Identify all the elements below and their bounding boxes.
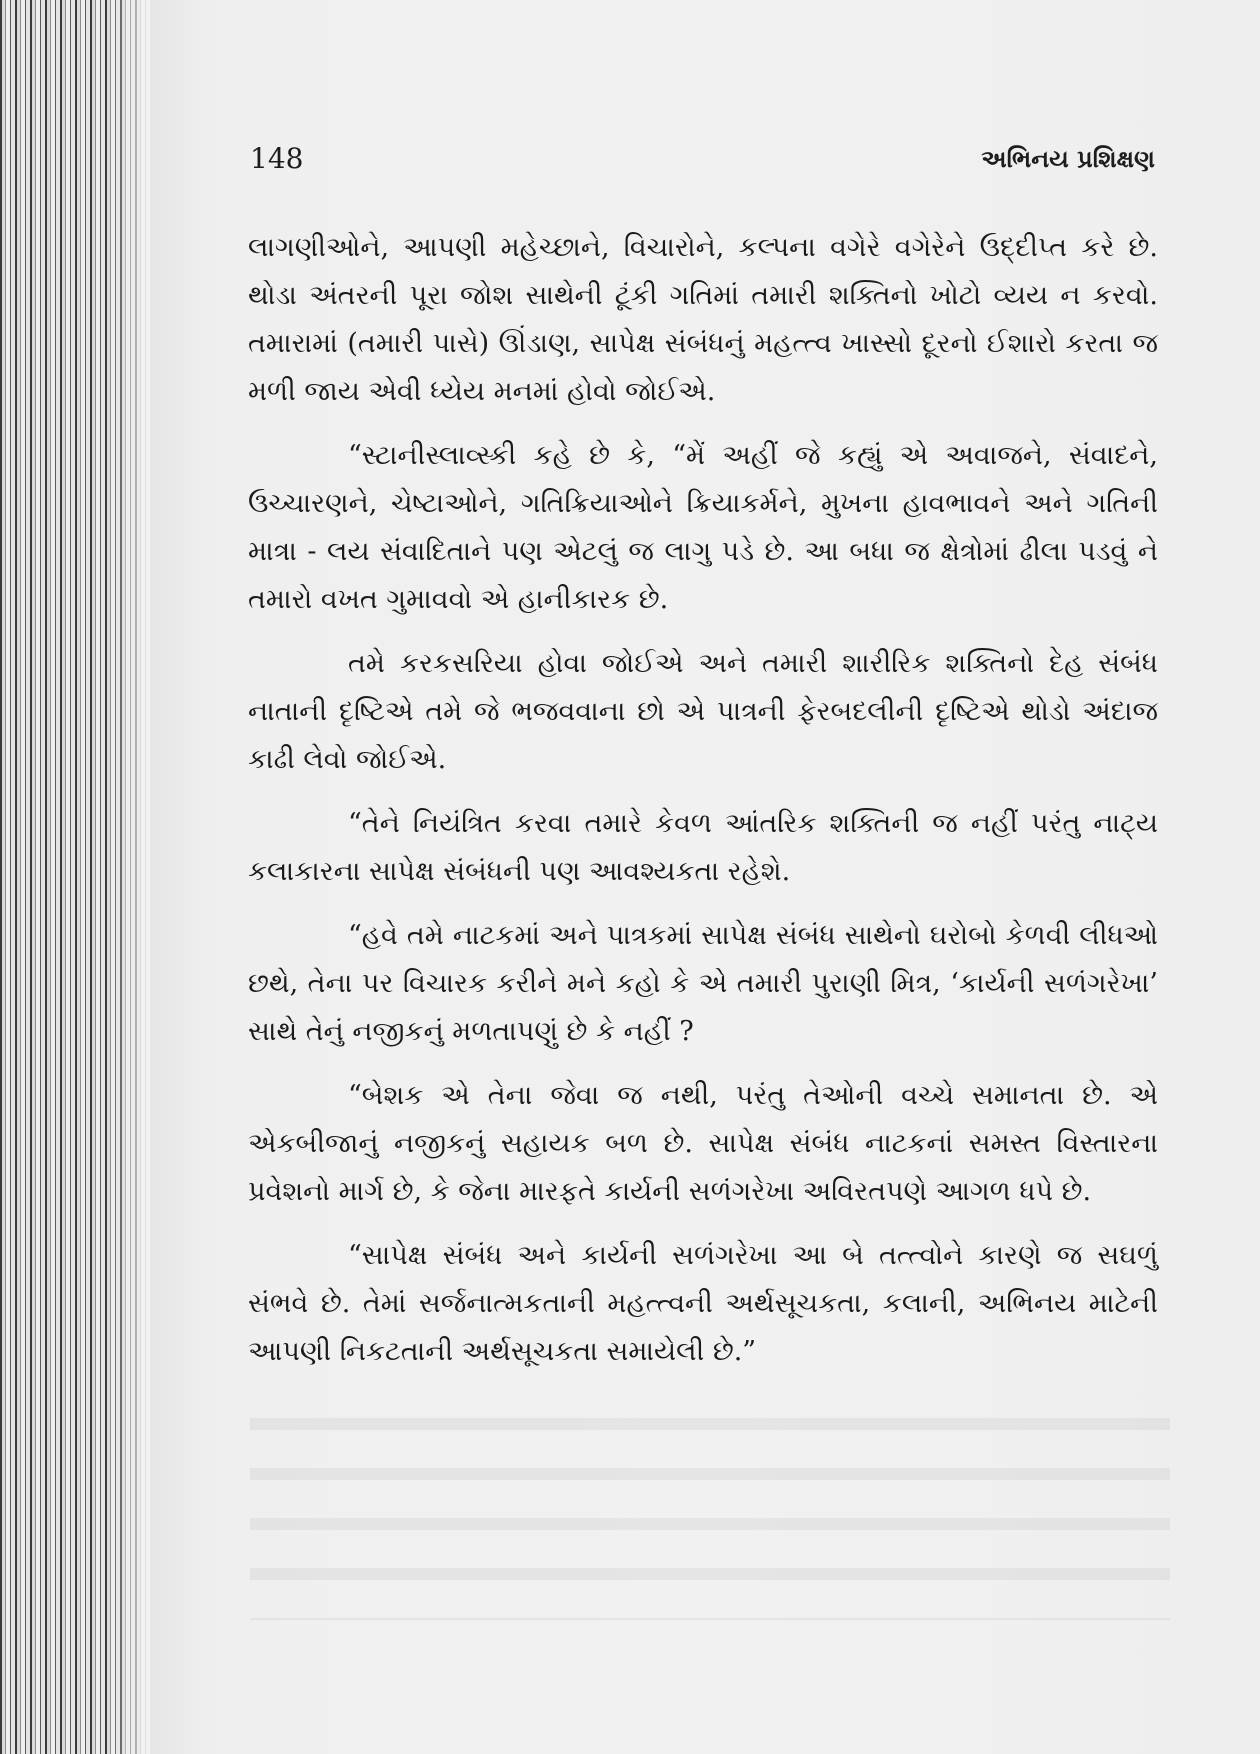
book-page-edges — [0, 0, 150, 1754]
paragraph: લાગણીઓને, આપણી મહેચ્છાને, વિચારોને, કલ્પના વગેરે વગેરેને ઉદ્દીપ્ત કરે છે. થોડા અંતરની પૂરા જોશ સાથેની ટૂંકી ગતિમાં તમારી શક્તિનો ખોટો વ્યય ન કરવો. તમારામાં (તમારી પાસે) ઊંડાણ, સાપેક્ષ સંબંધનું મહત્ત્વ ખાસ્સો દૂરનો ઈશારો કરતા જ મળી જાય એવી ધ્યેય મનમાં હોવો જોઈએ. — [248, 232, 1158, 407]
page-header — [250, 142, 1155, 182]
paragraph: તમે કરકસરિયા હોવા જોઈએ અને તમારી શારીરિક શક્તિનો દેહ સંબંધ નાતાની દૃષ્ટિએ તમે જે ભજવવાના છો એ પાત્રની ફેરબદલીની દૃષ્ટિએ થોડો અંદાજ કાઢી લેવો જોઈએ. — [248, 648, 1158, 775]
paragraph: “સ્ટાનીસ્લાવ્સ્કી કહે છે કે, “મેં અહીં જે કહ્યું એ અવાજને, સંવાદને, ઉચ્ચારણને, ચેષ્ટાઓને, ગતિક્રિયાઓને ક્રિયાકર્મને, મુખના હાવભાવને અને ગતિની માત્રા - લય સંવાદિતાને પણ એટલું જ લાગુ પડે છે. આ બધા જ ક્ષેત્રોમાં ઢીલા પડવું ને તમારો વખત ગુમાવવો એ હાનીકારક છે. — [248, 440, 1158, 615]
running-title: અભિનય પ્રશિક્ષણ — [981, 144, 1155, 173]
paragraph: “બેશક એ તેના જેવા જ નથી, પરંતુ તેઓની વચ્ચે સમાનતા છે. એ એકબીજાનું નજીકનું સહાયક બળ છે. સાપેક્ષ સંબંધ નાટકનાં સમસ્ત વિસ્તારના પ્રવેશનો માર્ગ છે, કે જેના મારફતે કાર્યની સળંગરેખા અવિરતપણે આગળ ધપે છે. — [248, 1080, 1158, 1207]
show-through-text — [250, 1390, 1170, 1620]
paragraph: “હવે તમે નાટકમાં અને પાત્રકમાં સાપેક્ષ સંબંધ સાથેનો ઘરોબો કેળવી લીધઓ છથે, તેના પર વિચારક કરીને મને કહો કે એ તમારી પુરાણી મિત્ર, ‘કાર્યની સળંગરેખા’ સાથે તેનું નજીકનું મળતાપણું છે કે નહીં ? — [248, 920, 1158, 1047]
paragraph: “તેને નિયંત્રિત કરવા તમારે કેવળ આંતરિક શક્તિની જ નહીં પરંતુ નાટ્ય કલાકારના સાપેક્ષ સંબંધની પણ આવશ્યકતા રહેશે. — [248, 808, 1158, 887]
body-text — [248, 224, 1158, 1392]
page-number: 148 — [250, 142, 304, 175]
paragraph: “સાપેક્ષ સંબંધ અને કાર્યની સળંગરેખા આ બે તત્ત્વોને કારણે જ સઘળું સંભવે છે. તેમાં સર્જનાત્મકતાની મહત્ત્વની અર્થસૂચકતા, કલાની, અભિનય માટેની આપણી નિકટતાની અર્થસૂચકતા સમાયેલી છે.” — [248, 1240, 1158, 1367]
